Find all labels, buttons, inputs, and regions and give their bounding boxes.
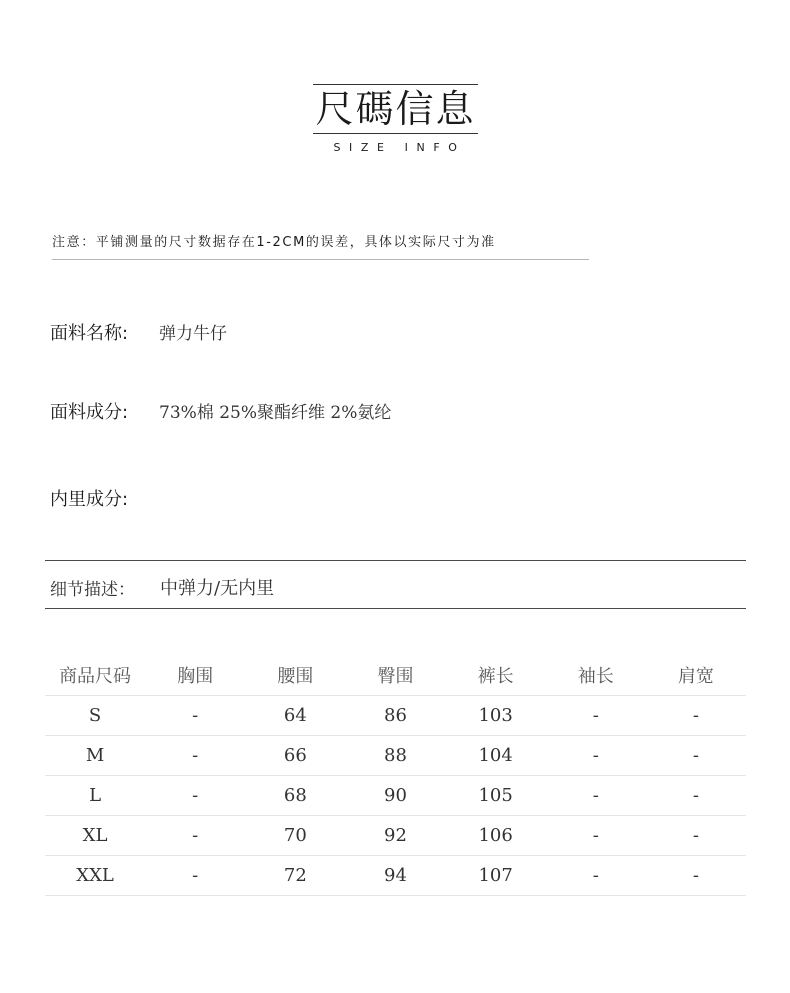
page-title: 尺碼信息 — [315, 87, 476, 131]
table-cell: - — [145, 856, 245, 896]
header-hip: 臀围 — [345, 655, 445, 696]
detail-bottom-divider — [45, 608, 746, 609]
table-cell: 103 — [446, 696, 546, 736]
table-cell: 94 — [345, 856, 445, 896]
table-cell: - — [145, 776, 245, 816]
table-cell: 88 — [345, 736, 445, 776]
table-cell: 64 — [245, 696, 345, 736]
note-divider — [52, 259, 589, 260]
table-cell: - — [145, 736, 245, 776]
table-cell: 105 — [446, 776, 546, 816]
detail-label: 细节描述： — [50, 580, 135, 600]
table-cell: 92 — [345, 816, 445, 856]
table-cell: 86 — [345, 696, 445, 736]
table-cell: 66 — [245, 736, 345, 776]
table-cell: - — [646, 856, 746, 896]
table-cell: - — [646, 736, 746, 776]
lining-composition-label: 内里成分: — [50, 489, 129, 510]
measurement-note: 注意：平铺测量的尺寸数据存在1-2CM的误差，具体以实际尺寸为准 — [52, 235, 496, 250]
detail-top-divider — [45, 560, 746, 561]
fabric-composition-label: 面料成分: — [50, 402, 129, 423]
table-cell: - — [646, 696, 746, 736]
size-table — [45, 655, 746, 896]
header-sleeve-length: 袖长 — [546, 655, 646, 696]
table-cell: - — [546, 696, 646, 736]
table-cell: M — [45, 736, 145, 776]
table-cell: - — [546, 816, 646, 856]
fabric-name-label: 面料名称: — [50, 323, 129, 344]
table-cell: S — [45, 696, 145, 736]
table-cell: 104 — [446, 736, 546, 776]
table-cell: 106 — [446, 816, 546, 856]
header-chest: 胸围 — [145, 655, 245, 696]
fabric-composition-value: 73%棉 25%聚酯纤维 2%氨纶 — [159, 403, 392, 423]
table-cell: - — [546, 736, 646, 776]
header-size: 商品尺码 — [45, 655, 145, 696]
table-cell: - — [546, 856, 646, 896]
table-row — [45, 816, 746, 856]
table-cell: 107 — [446, 856, 546, 896]
header-shoulder-width: 肩宽 — [646, 655, 746, 696]
table-cell: L — [45, 776, 145, 816]
table-cell: - — [145, 696, 245, 736]
fabric-name-value: 弹力牛仔 — [159, 324, 227, 344]
header-pant-length: 裤长 — [446, 655, 546, 696]
table-row — [45, 736, 746, 776]
table-cell: 70 — [245, 816, 345, 856]
header-waist: 腰围 — [245, 655, 345, 696]
table-cell: - — [646, 776, 746, 816]
table-cell: - — [145, 816, 245, 856]
detail-value: 中弹力/无内里 — [160, 578, 275, 599]
table-row — [45, 776, 746, 816]
table-row — [45, 696, 746, 736]
table-cell: - — [546, 776, 646, 816]
table-cell: XL — [45, 816, 145, 856]
page-subtitle: SIZE INFO — [333, 141, 466, 154]
table-cell: 72 — [245, 856, 345, 896]
table-cell: 90 — [345, 776, 445, 816]
title-box — [313, 84, 478, 134]
table-cell: - — [646, 816, 746, 856]
table-cell: 68 — [245, 776, 345, 816]
table-row — [45, 856, 746, 896]
size-table-header-row — [45, 655, 746, 696]
table-cell: XXL — [45, 856, 145, 896]
